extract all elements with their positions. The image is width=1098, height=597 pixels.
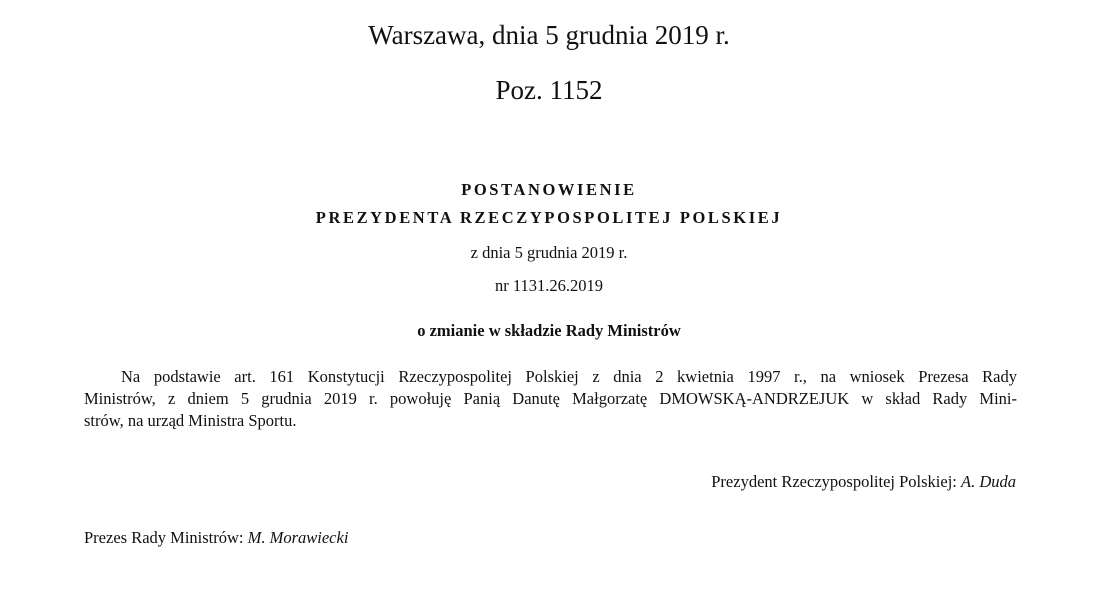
- prime-minister-signature: [84, 528, 348, 548]
- prime-minister-signature-name: M. Morawiecki: [247, 528, 349, 547]
- president-signature-name: A. Duda: [961, 472, 1016, 491]
- body-line: strów, na urząd Ministra Sportu.: [84, 411, 297, 430]
- body-line: Ministrów, z dniem 5 grudnia 2019 r. powołuję Panią Danutę Małgorzatę DMOWSKĄ-ANDRZEJUK w skład Rady Mini-: [84, 389, 1017, 408]
- body-line: Na podstawie art. 161 Konstytucji Rzeczypospolitej Polskiej z dnia 2 kwietnia 1997 r., na wniosek Prezesa Rady: [121, 367, 1017, 386]
- act-date: z dnia 5 grudnia 2019 r.: [470, 243, 628, 262]
- place-and-date: Warszawa, dnia 5 grudnia 2019 r.: [368, 20, 730, 50]
- act-body-paragraph: [84, 366, 1017, 432]
- president-signature-label: Prezydent Rzeczypospolitej Polskiej:: [711, 472, 961, 491]
- act-subject: o zmianie w składzie Rady Ministrów: [417, 321, 681, 340]
- prime-minister-signature-label: Prezes Rady Ministrów:: [84, 528, 248, 547]
- act-issuer-title: PREZYDENTA RZECZYPOSPOLITEJ POLSKIEJ: [315, 208, 783, 227]
- position-number: Poz. 1152: [495, 75, 603, 105]
- act-type-title: POSTANOWIENIE: [461, 180, 637, 199]
- act-number: nr 1131.26.2019: [494, 276, 603, 295]
- president-signature: [711, 472, 1016, 492]
